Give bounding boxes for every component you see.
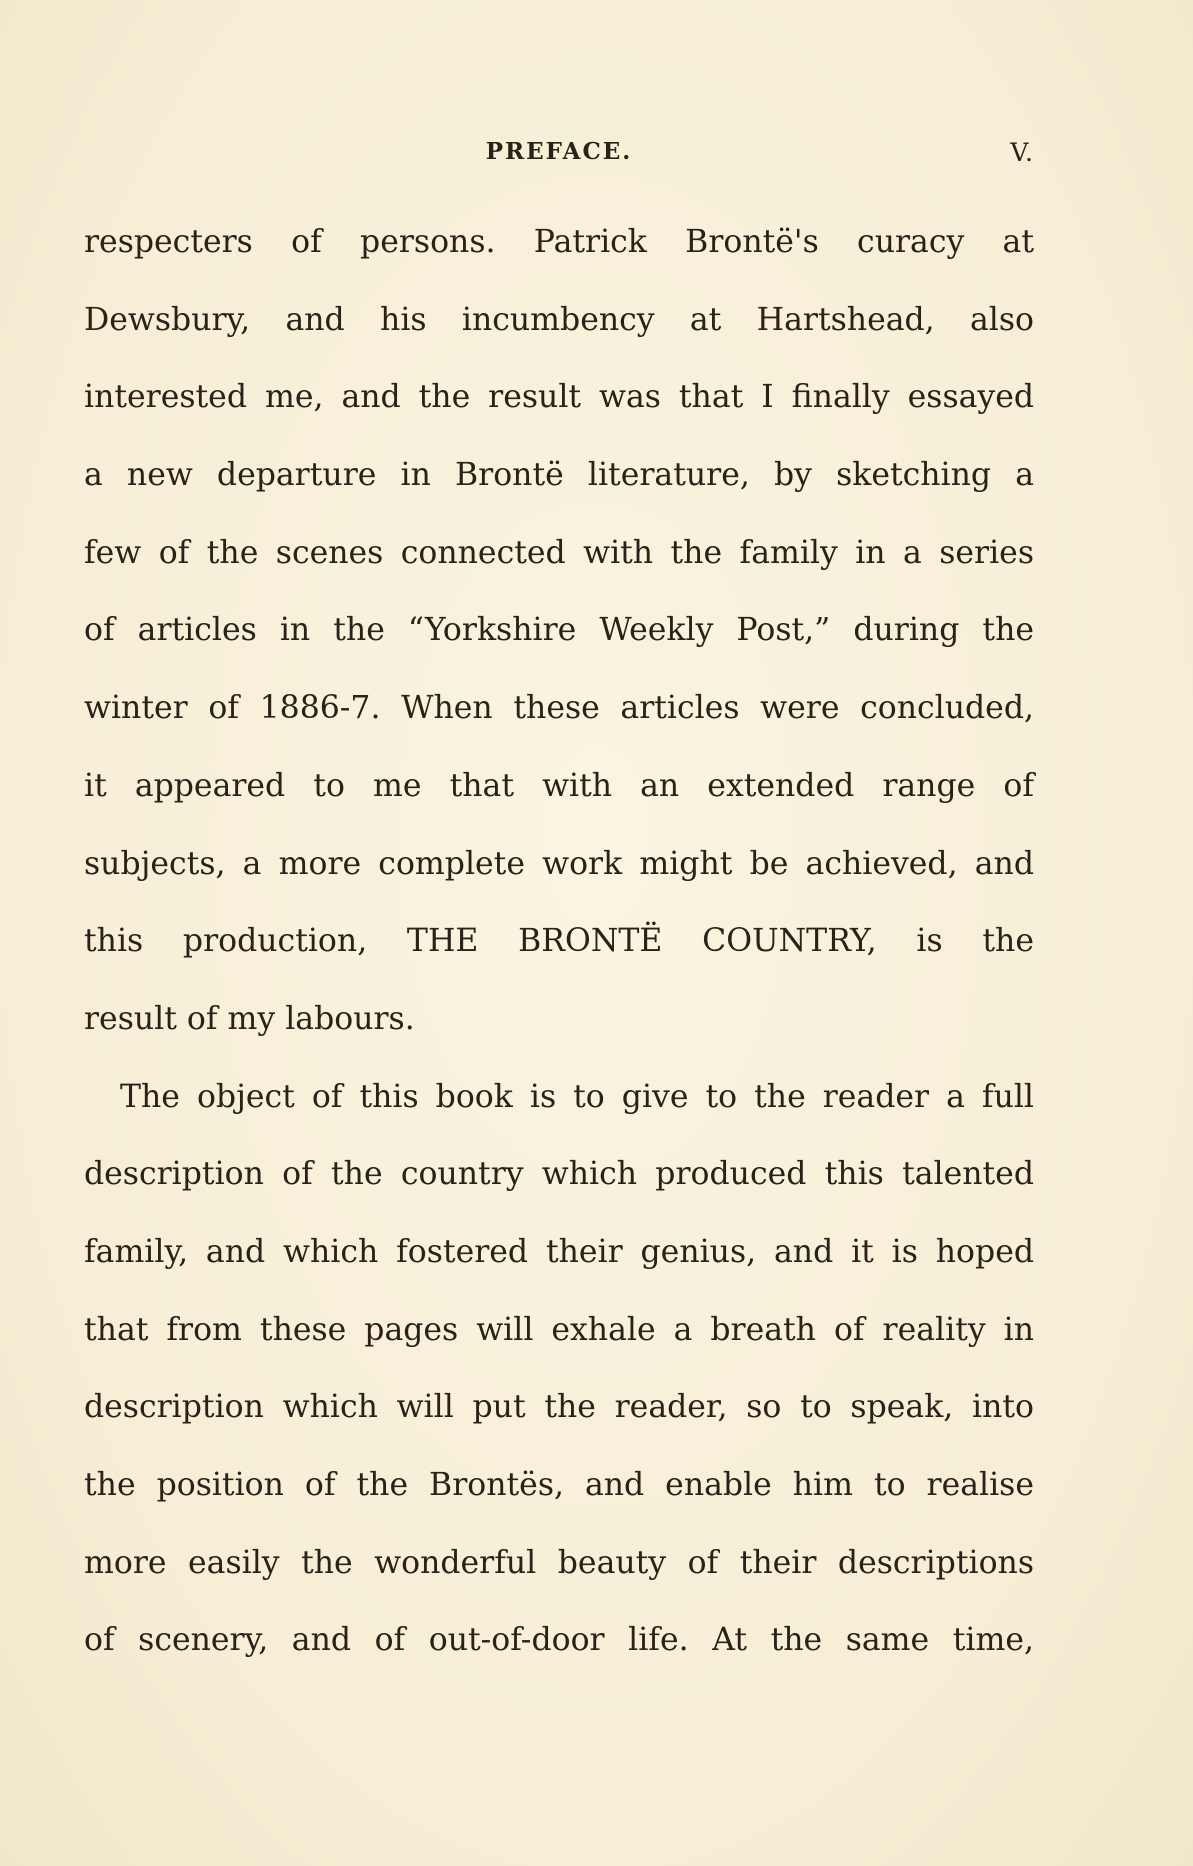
text-line-paragraph-end: result of my labours. (84, 1000, 415, 1037)
text-line: winter of 1886-7. When these articles were concluded, (84, 690, 1034, 727)
text-line-paragraph-start: The object of this book is to give to the reader a full (120, 1078, 1034, 1115)
text-line: family, and which fostered their genius, and it is hoped (84, 1233, 1034, 1270)
text-line: interested me, and the result was that I finally essayed (84, 379, 1034, 416)
text-line: subjects, a more complete work might be achieved, and (84, 845, 1034, 882)
text-line: Dewsbury, and his incumbency at Hartshead, also (84, 301, 1034, 338)
text-line: this production, THE BRONTË COUNTRY, is the (84, 923, 1034, 960)
running-head (84, 138, 1034, 172)
running-title: PREFACE. (485, 138, 633, 165)
text-line: of scenery, and of out-of-door life. At the same time, (84, 1622, 1034, 1659)
text-line: it appeared to me that with an extended range of (84, 767, 1034, 804)
text-line: respecters of persons. Patrick Brontë's curacy at (84, 224, 1034, 260)
text-line: that from these pages will exhale a breath of reality in (84, 1311, 1034, 1348)
text-line: a new departure in Brontë literature, by sketching a (84, 457, 1034, 494)
text-line: description of the country which produced this talented (84, 1156, 1034, 1193)
body-text (84, 212, 1034, 1688)
text-line: the position of the Brontës, and enable him to realise (84, 1467, 1034, 1503)
text-line: of articles in the “Yorkshire Weekly Post,” during the (84, 612, 1034, 649)
text-line: description which will put the reader, so to speak, into (84, 1389, 1034, 1426)
page-number: V. (1010, 138, 1034, 167)
text-line: few of the scenes connected with the family in a series (84, 534, 1034, 571)
text-line: more easily the wonderful beauty of their descriptions (84, 1544, 1034, 1581)
